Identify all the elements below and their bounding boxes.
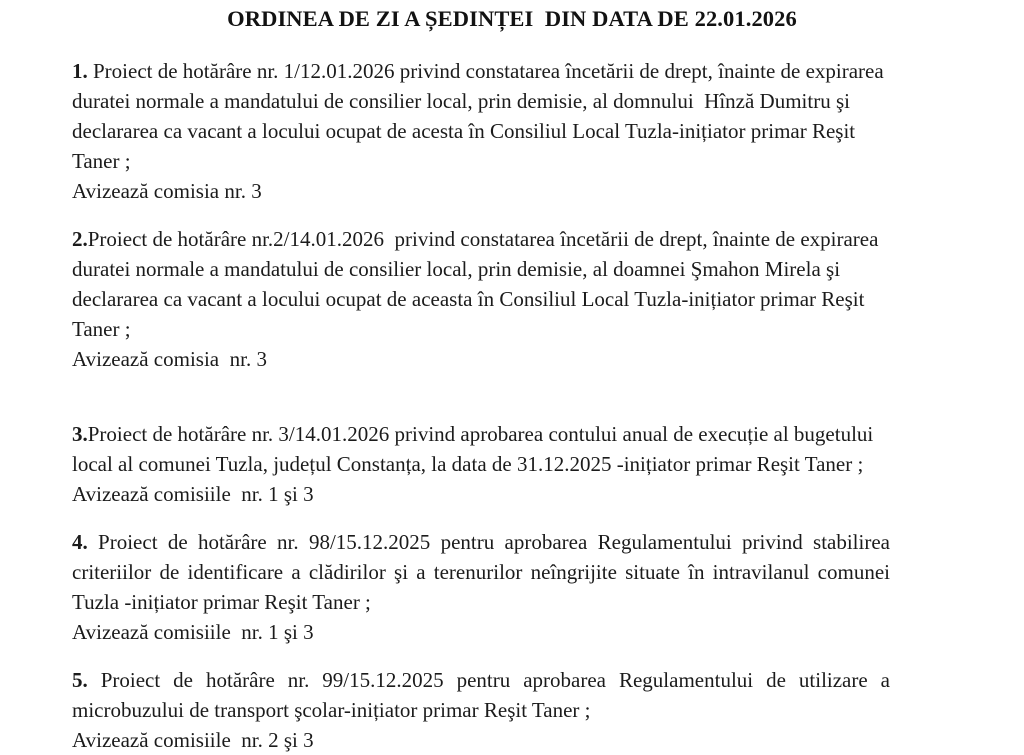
agenda-item-number: 2. xyxy=(72,227,88,251)
agenda-item-number: 4. xyxy=(72,530,88,554)
page-title: ORDINEA DE ZI A ȘEDINȚEI DIN DATA DE 22.01.2026 xyxy=(227,6,797,31)
agenda-item-committee: Avizează comisia nr. 3 xyxy=(72,179,262,203)
agenda-item-body: Proiect de hotărâre nr. 1/12.01.2026 privind constatarea încetării de drept, înainte de expirarea duratei normale a mandatului de consilier local, prin demisie, al domnului Hînză Dumitru şi declararea ca vacant a locului ocupat de acesta în Consiliul Local Tuzla-inițiator primar Reşit Taner ; xyxy=(72,59,889,173)
agenda-item-committee: Avizează comisiile nr. 2 şi 3 xyxy=(72,728,314,752)
agenda-item-body: Proiect de hotărâre nr. 3/14.01.2026 privind aprobarea contului anual de execuție al bugetului local al comunei Tuzla, județul Constanța, la data de 31.12.2025 -inițiator primar Reşit Taner ; xyxy=(72,422,879,476)
agenda-item-committee: Avizează comisiile nr. 1 şi 3 xyxy=(72,482,314,506)
agenda-item-body: Proiect de hotărâre nr. 98/15.12.2025 pentru aprobarea Regulamentului privind stabilirea criteriilor de identificare a clădirilor şi a terenurilor neîngrijite situate în intravilanul comunei Tuzla -inițiator primar Reşit Taner ; xyxy=(72,530,896,614)
agenda-item xyxy=(72,56,890,176)
agenda-item xyxy=(72,224,890,344)
agenda-list xyxy=(72,56,896,755)
agenda-item xyxy=(72,527,896,617)
agenda-item-body: Proiect de hotărâre nr.2/14.01.2026 privind constatarea încetării de drept, înainte de expirarea duratei normale a mandatului de consilier local, prin demisie, al doamnei Şmahon Mirela şi declararea ca vacant a locului ocupat de aceasta în Consiliul Local Tuzla-inițiator primar Reşit Taner ; xyxy=(72,227,884,341)
agenda-item-body: Proiect de hotărâre nr. 99/15.12.2025 pentru aprobarea Regulamentului de utilizare a microbuzului de transport şcolar-inițiator primar Reşit Taner ; xyxy=(72,668,896,722)
agenda-item-number: 3. xyxy=(72,422,88,446)
agenda-item-committee: Avizează comisia nr. 3 xyxy=(72,347,267,371)
agenda-item-number: 5. xyxy=(72,668,88,692)
agenda-item xyxy=(72,419,890,479)
agenda-item-committee: Avizează comisiile nr. 1 şi 3 xyxy=(72,620,314,644)
agenda-item-number: 1. xyxy=(72,59,88,83)
agenda-item xyxy=(72,665,896,725)
